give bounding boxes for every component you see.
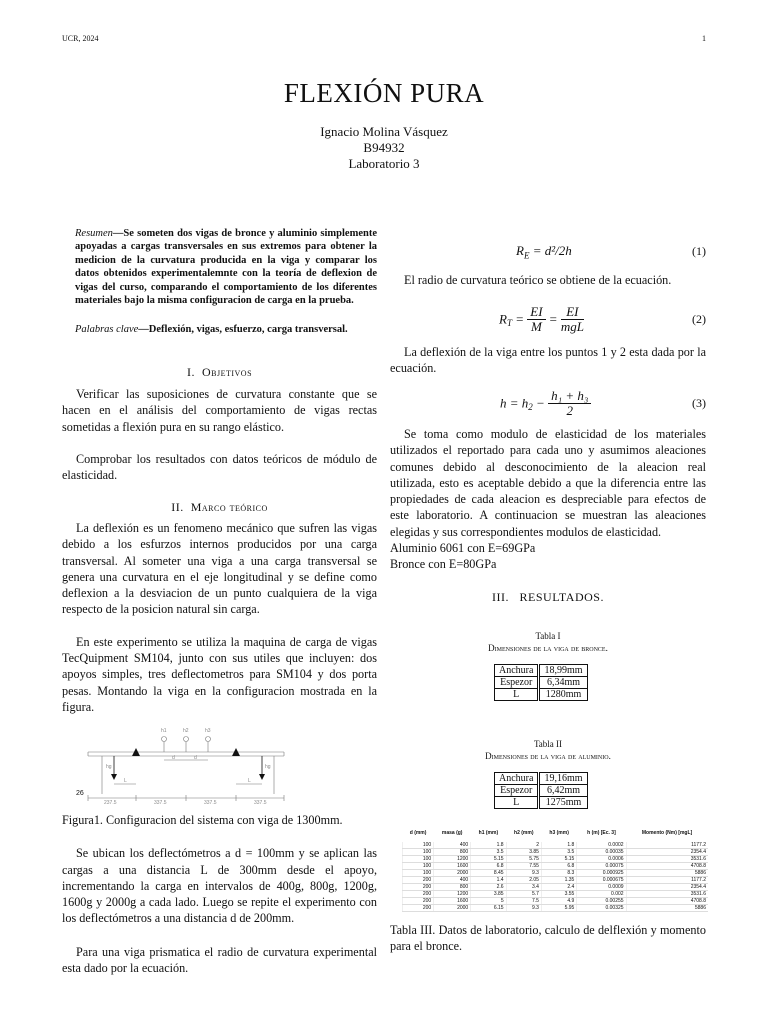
- paragraph-text: El radio de curvatura teórico se obtiene de la ecuación.: [404, 273, 672, 287]
- label-h2: h2: [183, 728, 189, 734]
- cell: 0.00035: [577, 849, 626, 856]
- paragraph: La deflexión es un fenomeno mecánico que sufren las vigas debido a los esfurzos internos producidos por una carga transversal. Al someter una viga a una carga transversal se genera una curvatura en el eje longitudinal y se define como deflexion a la desviacion de un punto cualquiera de la viga respecto de la posicion natural sin carga.: [62, 521, 377, 617]
- eq-symbol: R: [499, 311, 507, 327]
- table-row: [495, 773, 588, 785]
- column-header: h2 (mm): [514, 830, 534, 836]
- label-h3: h3: [205, 728, 211, 734]
- cell: 1.8: [471, 842, 506, 849]
- column-header: d (mm): [409, 830, 427, 836]
- beam-diagram: [72, 722, 292, 806]
- paragraph: [390, 344, 706, 377]
- cell: 5.75: [506, 856, 541, 863]
- table-row: [403, 863, 709, 870]
- dim-3: 337.5: [204, 800, 217, 806]
- equation-1: [390, 243, 706, 263]
- material-paragraph: [390, 426, 706, 573]
- caption-text: Tabla III. Datos de laboratorio, calculo de delflexión y momento para el bronce.: [390, 923, 706, 954]
- equation-2: $R_T$ = $\frac{EI}{M}$ = $\frac{EI}{\text{mgL}}$ (2): [499, 304, 706, 334]
- cell: 5: [471, 898, 506, 905]
- section-number: II.: [171, 500, 184, 514]
- table-row: [495, 665, 588, 677]
- cell: 4708.8: [626, 898, 708, 905]
- cell: 1600: [434, 898, 471, 905]
- cell: 800: [434, 884, 471, 891]
- cell: Anchura: [495, 665, 539, 677]
- cell: 800: [434, 849, 471, 856]
- column-header: Momento (Nm) [mgL]: [641, 830, 693, 836]
- cell: 2: [506, 842, 541, 849]
- label-26: 26: [76, 790, 84, 797]
- cell: 5.7: [506, 891, 541, 898]
- cell: 6.8: [471, 863, 506, 870]
- cell: 3.85: [471, 891, 506, 898]
- paragraph: En este experimento se utiliza la maquina de carga de vigas TecQuipment SM104, junto con sus utiles que incluyen: dos apoyos simples, tres deflectometros para SM104 y dos porta pesas. Montando la viga en la configuracion mostrada en la figura.: [62, 634, 377, 714]
- cell: 100: [403, 842, 434, 849]
- cell: 0.000925: [577, 870, 626, 877]
- cell: 3.55: [541, 891, 576, 898]
- label-h1: h1: [161, 728, 167, 734]
- cell: 2354.4: [626, 849, 708, 856]
- cell: 5.15: [471, 856, 506, 863]
- cell: 200: [403, 905, 434, 912]
- table-row: [495, 797, 588, 809]
- eq-subscript: T: [506, 318, 512, 329]
- cell: 1.4: [471, 877, 506, 884]
- table-row: [403, 898, 709, 905]
- cell: 0.0002: [577, 842, 626, 849]
- table-label: Tabla I: [535, 631, 561, 641]
- column-header: masa (g): [441, 830, 463, 836]
- section-title: RESULTADOS.: [519, 590, 604, 604]
- table-row: [495, 689, 588, 701]
- cell: 400: [434, 877, 471, 884]
- cell: L: [495, 797, 539, 809]
- running-header: UCR, 2024: [62, 34, 99, 43]
- table-row: [495, 785, 588, 797]
- paragraph: Se ubican los deflectómetros a d = 100mm y se aplican las cargas a una distancia L de 300mm desde el apoyo, incrementando la carga en intervalos de 400g, 800g, 1200g, 1600g y 2000g a cada lado. Luego se repite el experimento con los deflectómetros a una distancia d de 200mm.: [62, 846, 377, 926]
- label-hg: hg: [265, 764, 271, 770]
- section-number: III.: [492, 590, 510, 604]
- cell: 100: [403, 863, 434, 870]
- cell: 0.00075: [577, 863, 626, 870]
- table-1: [494, 664, 588, 701]
- cell: 2.6: [471, 884, 506, 891]
- eq-rhs: = d²/2h: [532, 243, 572, 258]
- label-L: L: [248, 778, 251, 784]
- section-3-heading: [390, 590, 706, 605]
- equation-number: (2): [692, 312, 706, 326]
- cell: 3.85: [506, 849, 541, 856]
- table-row: [403, 870, 709, 877]
- cell: 200: [403, 877, 434, 884]
- paragraph: Comprobar los resultados con datos teóricos de módulo de elasticidad.: [62, 451, 377, 483]
- cell: 1177.2: [626, 877, 708, 884]
- cell: 6.15: [471, 905, 506, 912]
- cell: 0.000675: [577, 877, 626, 884]
- cell: Anchura: [495, 773, 539, 785]
- table-row: [403, 877, 709, 884]
- cell: L: [495, 689, 539, 701]
- paragraph: Verificar las suposiciones de curvatura constante que se hacen en el análisis del comportamiento de vigas rectas sometidas a flexión pura en su rango elástico.: [62, 387, 377, 434]
- cell: 0.0009: [577, 884, 626, 891]
- eq-numerator: EI: [527, 305, 545, 320]
- cell: 200: [403, 891, 434, 898]
- cell: 100: [403, 849, 434, 856]
- cell: 100: [403, 870, 434, 877]
- paragraph-text: La deflexión de la viga entre los puntos 1 y 2 esta dada por la ecuación.: [390, 345, 706, 376]
- table-header-row: [403, 828, 709, 842]
- cell: 3.5: [541, 849, 576, 856]
- label-d: d: [172, 755, 175, 761]
- table-row: [403, 891, 709, 898]
- cell: 3531.6: [626, 891, 708, 898]
- eq-subscript: 2: [528, 402, 533, 413]
- cell: 2.4: [541, 884, 576, 891]
- bronze-modulus: Bronce con E=80GPa: [390, 557, 497, 572]
- dim-1: 237.5: [104, 800, 117, 806]
- cell: 3531.6: [626, 856, 708, 863]
- cell: 1.8: [541, 842, 576, 849]
- cell: 5.95: [541, 905, 576, 912]
- equation-number: (3): [692, 396, 706, 410]
- table-row: [403, 856, 709, 863]
- column-header: h (m) [Ec. 3]: [587, 830, 616, 836]
- cell: 400: [434, 842, 471, 849]
- paragraph-text: Se toma como modulo de elasticidad de los materiales utilizados el reportado para cada uno y asumimos aleaciones comunes debido al desconocimiento de la aleacion real utilizada, esto es aceptable debido a que la diferencia entre las propiedades de cada aleacion es despreciable para efectos de este laboratorio. A continuacion se muestran las aleaciones elegidas y sus correspondientes modulos de elasticidad.: [390, 427, 706, 539]
- cell: 1275mm: [539, 797, 587, 809]
- cell: 7.5: [506, 898, 541, 905]
- cell: Espezor: [495, 677, 539, 689]
- page-number: 1: [702, 34, 706, 43]
- cell: 1200: [434, 856, 471, 863]
- dim-2: 337.5: [154, 800, 167, 806]
- eq-symbol: R: [516, 243, 524, 258]
- label-d: d: [194, 755, 197, 761]
- author-id: B94932: [363, 140, 405, 155]
- cell: 6,34mm: [539, 677, 587, 689]
- table-3-caption: [390, 922, 706, 955]
- cell: 200: [403, 898, 434, 905]
- cell: 1.35: [541, 877, 576, 884]
- section-2-body-cont: [62, 812, 377, 976]
- table-row: [403, 849, 709, 856]
- dim-4: 337.5: [254, 800, 267, 806]
- author-block: [0, 124, 768, 172]
- section-number: I.: [186, 365, 195, 379]
- table-label: Tabla II: [533, 739, 563, 749]
- cell: 1200: [434, 891, 471, 898]
- table-row: [403, 884, 709, 891]
- paragraph: Para una viga prismatica el radio de curvatura experimental esta dado por la ecuación.: [62, 944, 377, 976]
- eq-numerator: EI: [561, 305, 584, 320]
- table-3: [402, 828, 708, 912]
- label-hg: hg: [106, 764, 112, 770]
- paragraph: [390, 272, 706, 288]
- table-title: Dimensiones de la viga de bronce.: [488, 643, 608, 653]
- cell: 18,99mm: [539, 665, 587, 677]
- cell: 3.4: [506, 884, 541, 891]
- cell: 2.05: [506, 877, 541, 884]
- keywords-label: Palabras clave: [75, 324, 139, 335]
- label-L: L: [124, 778, 127, 784]
- eq-denominator: M: [530, 319, 542, 334]
- table-title: Dimensiones de la viga de aluminio.: [485, 751, 611, 761]
- cell: 6,42mm: [539, 785, 587, 797]
- cell: 200: [403, 884, 434, 891]
- cell: 19,16mm: [539, 773, 587, 785]
- cell: 5886: [626, 905, 708, 912]
- cell: 5886: [626, 870, 708, 877]
- cell: 1280mm: [539, 689, 587, 701]
- cell: 8.45: [471, 870, 506, 877]
- table-2-caption: [390, 738, 706, 762]
- eq-denominator: mgL: [560, 319, 584, 334]
- table-row: [495, 677, 588, 689]
- cell: 4708.8: [626, 863, 708, 870]
- abstract-text: —Se someten dos vigas de bronce y aluminio simplemente apoyadas a cargas transversales en sus extremos para obtener la medicion de la curvatura producida en la viga y comparar los datos obtenidos experimentalemnte con la teoría de deflexion de vigas del curso, comparando el comportamiento de los diferentes materiales bajo la misma configuracion de carga en la prueba.: [75, 228, 377, 307]
- cell: 8.3: [541, 870, 576, 877]
- lab-number: Laboratorio 3: [348, 156, 420, 171]
- cell: 5.15: [541, 856, 576, 863]
- column-header: h3 (mm): [549, 830, 569, 836]
- column-header: h1 (mm): [478, 830, 499, 836]
- cell: 4.9: [541, 898, 576, 905]
- cell: 0.0006: [577, 856, 626, 863]
- equation-3: $h = h_2$ − $\frac{\text{h₁ + h₃}}{2}$ (3): [500, 388, 706, 418]
- abstract: [75, 227, 377, 307]
- cell: 9.3: [506, 870, 541, 877]
- table-2: [494, 772, 588, 809]
- equation-number: (1): [692, 244, 706, 258]
- abstract-label: Resumen: [75, 228, 113, 239]
- section-1-body: [62, 386, 377, 483]
- cell: 2000: [434, 905, 471, 912]
- eq-lhs: h = h: [500, 395, 529, 411]
- section-title: Objetivos: [201, 365, 253, 379]
- cell: 3.5: [471, 849, 506, 856]
- section-2-body: [62, 520, 377, 715]
- table-3-body: [403, 842, 709, 912]
- table-1-caption: [390, 630, 706, 654]
- eq-numerator: h₁ + h₃: [548, 389, 591, 404]
- cell: 0.00255: [577, 898, 626, 905]
- cell: 1600: [434, 863, 471, 870]
- table-row: [403, 905, 709, 912]
- cell: 1177.2: [626, 842, 708, 849]
- section-1-heading: [62, 365, 377, 380]
- section-title: Marco teórico: [190, 500, 268, 514]
- aluminum-modulus: Aluminio 6061 con E=69GPa: [390, 541, 536, 556]
- cell: 6.8: [541, 863, 576, 870]
- author-name: Ignacio Molina Vásquez: [320, 124, 448, 139]
- cell: 9.3: [506, 905, 541, 912]
- cell: 2000: [434, 870, 471, 877]
- keywords-text: —Deflexión, vigas, esfuerzo, carga transversal.: [138, 324, 348, 335]
- cell: 7.55: [506, 863, 541, 870]
- cell: 0.002: [577, 891, 626, 898]
- eq-denominator: 2: [566, 403, 573, 418]
- keywords: [75, 323, 377, 336]
- figure-caption: Figura1. Configuracion del sistema con viga de 1300mm.: [62, 813, 343, 827]
- cell: Espezor: [495, 785, 539, 797]
- cell: 100: [403, 856, 434, 863]
- section-2-heading: [62, 500, 377, 515]
- paper-title: FLEXIÓN PURA: [283, 78, 485, 108]
- eq-subscript: E: [523, 250, 530, 261]
- cell: 2354.4: [626, 884, 708, 891]
- cell: 0.00325: [577, 905, 626, 912]
